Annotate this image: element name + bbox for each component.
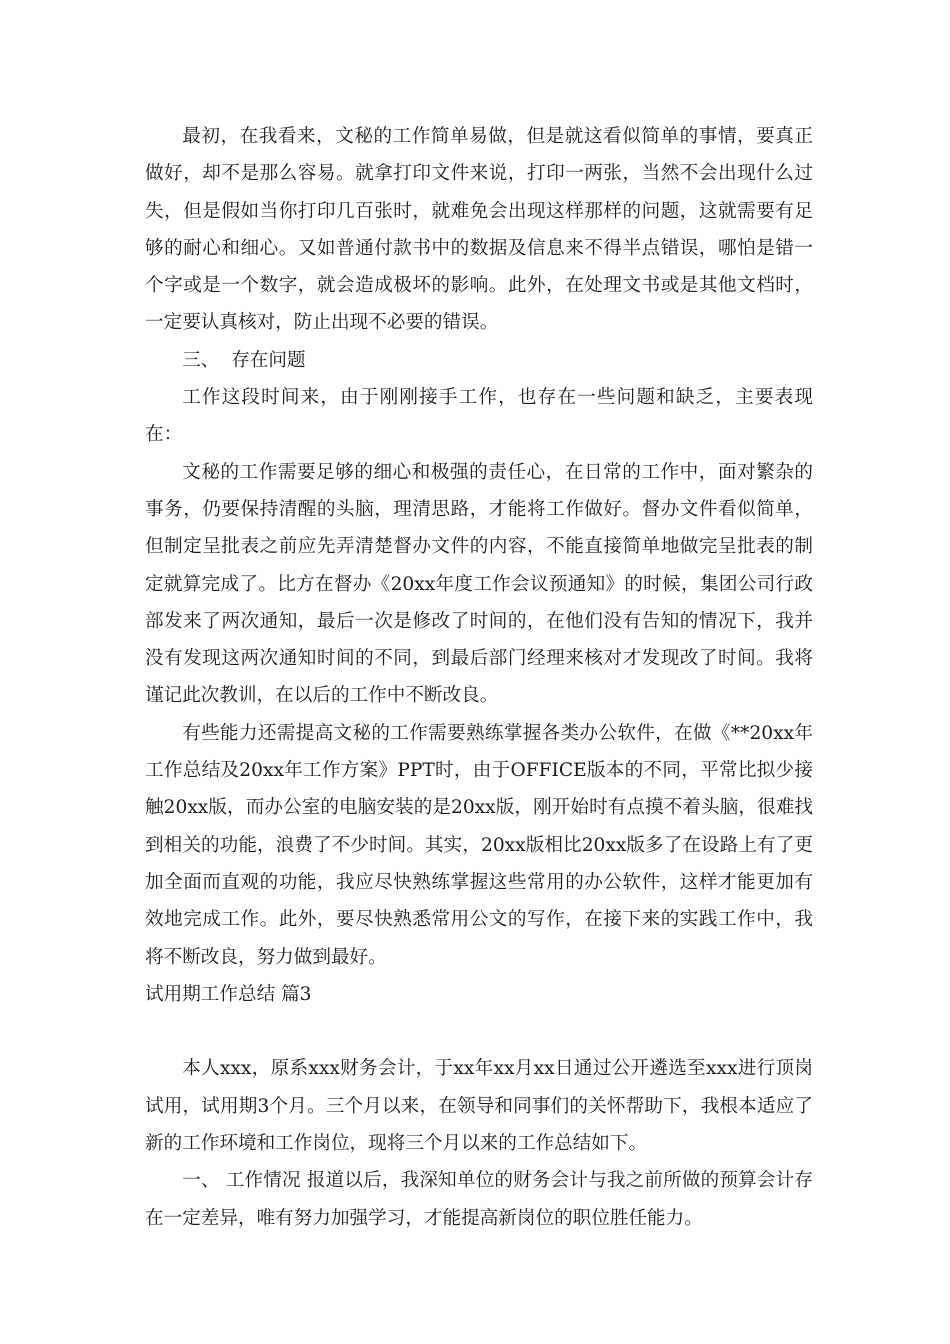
paragraph-work-attitude: 最初，在我看来，文秘的工作简单易做，但是就这看似简单的事情，要真正做好，却不是那么容易。就拿打印文件来说，打印一两张，当然不会出现什么过失，但是假如当你打印几百张时，就难免会出现这样那样的问题，这就需要有足够的耐心和细心。又如普通付款书中的数据及信息来不得半点错误，哪怕是错一个字或是一个数字，就会造成极坏的影响。此外，在处理文书或是其他文档时，一定要认真核对，防止出现不必要的错误。 <box>145 126 813 334</box>
paragraph-software-skills: 有些能力还需提高文秘的工作需要熟练掌握各类办公软件，在做《**20xx年工作总结及20xx年工作方案》PPT时，由于OFFICE版本的不同，平常比拟少接触20xx版，而办公室的电脑安装的是20xx版，刚开始时有点摸不着头脑，很难找到相关的功能，浪费了不少时间。其实，20xx版相比20xx版多了在设路上有了更加全面而直观的功能，我应尽快熟练掌握这些常用的办公软件，这样才能更加有效地完成工作。此外，要尽快熟悉常用公文的写作，在接下来的实践工作中，我将不断改良，努力做到最好。 <box>145 722 813 968</box>
document-page <box>145 118 813 1237</box>
paragraph-work-situation: 一、 工作情况 报道以后，我深知单位的财务会计与我之前所做的预算会计存在一定差异，唯有努力加强学习，才能提高新岗位的职位胜任能力。 <box>145 1170 813 1229</box>
paragraph-introduction: 本人xxx，原系xxx财务会计，于xx年xx月xx日通过公开遴选至xxx进行顶岗试用，试用期3个月。三个月以来，在领导和同事们的关怀帮助下，我根本适应了新的工作环境和工作岗位，现将三个月以来的工作总结如下。 <box>145 1058 813 1155</box>
paragraph-problems-intro: 工作这段时间来，由于刚刚接手工作，也存在一些问题和缺乏，主要表现在： <box>145 387 813 446</box>
blank-line <box>145 1013 813 1050</box>
paragraph-responsibility: 文秘的工作需要足够的细心和极强的责任心，在日常的工作中，面对繁杂的事务，仍要保持清醒的头脑，理清思路，才能将工作做好。督办文件看似简单，但制定呈批表之前应先弄清楚督办文件的内容，不能直接简单地做完呈批表的制定就算完成了。比方在督办《20xx年度工作会议预通知》的时候，集团公司行政部发来了两次通知，最后一次是修改了时间的，在他们没有告知的情况下，我并没有发现这两次通知时间的不同，到最后部门经理来核对才发现改了时间。我将谨记此次教训，在以后的工作中不断改良。 <box>145 461 813 707</box>
section-title-problems: 三、 存在问题 <box>182 349 306 371</box>
article-heading: 试用期工作总结 篇3 <box>145 983 312 1005</box>
